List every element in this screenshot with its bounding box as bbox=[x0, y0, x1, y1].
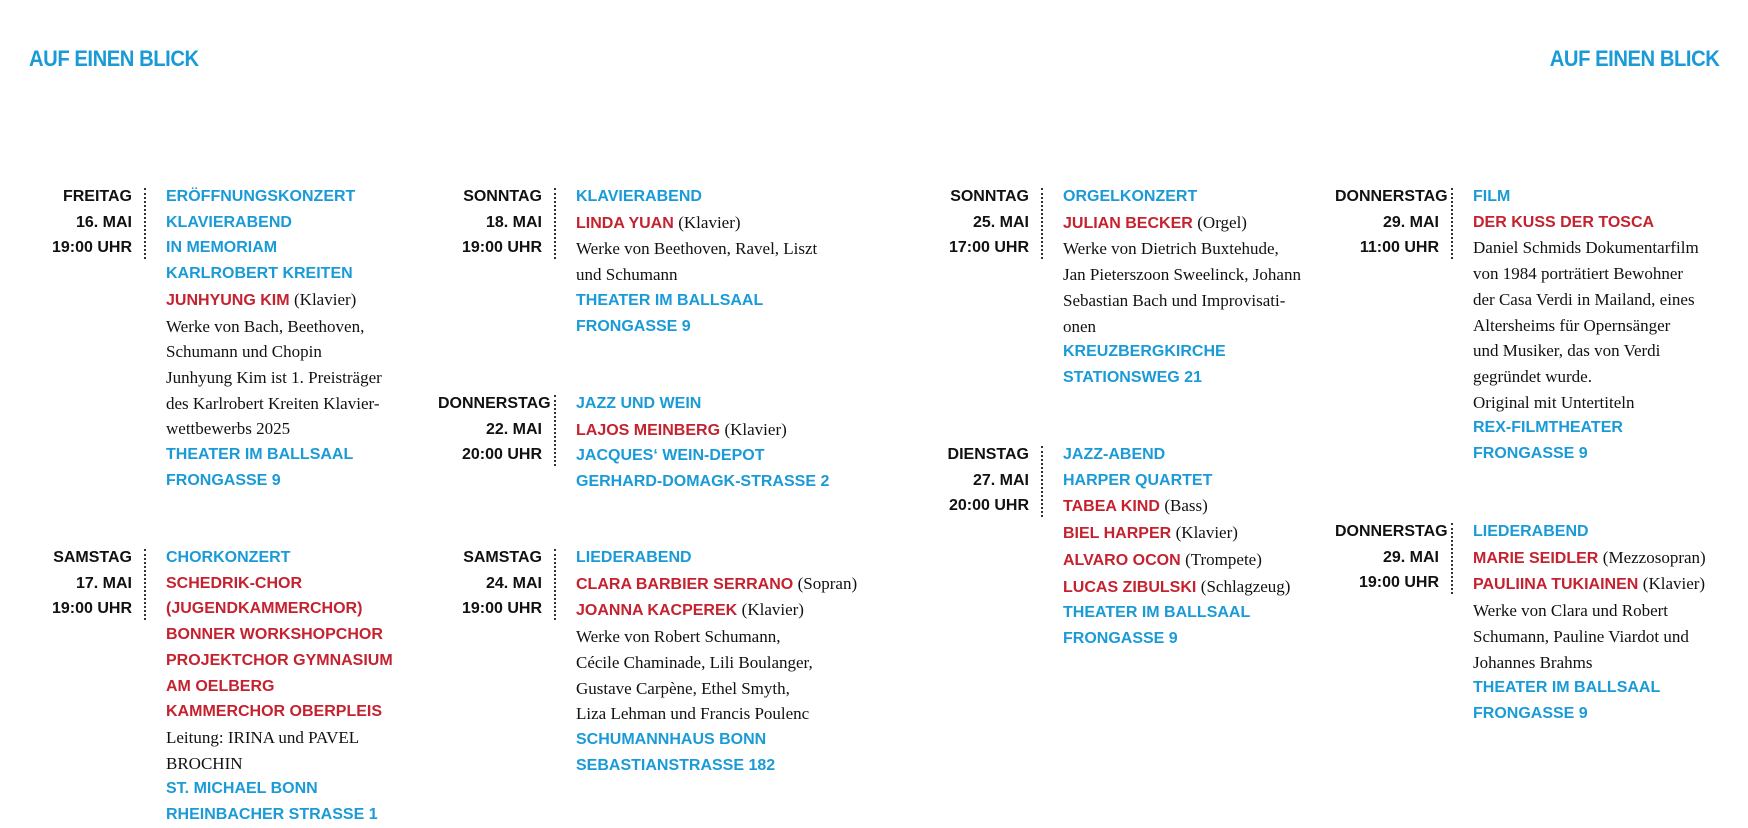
event-date: 24. MAI bbox=[485, 574, 542, 592]
description-line bbox=[576, 676, 838, 702]
event-heading-line bbox=[576, 391, 838, 417]
performer-role: (Schlagzeug) bbox=[1200, 576, 1291, 596]
line-text: Cécile Chaminade, Lili Boulanger, bbox=[576, 652, 813, 672]
line-text: DER KUSS DER TOSCA bbox=[1473, 213, 1655, 231]
dotted-divider bbox=[1451, 523, 1453, 594]
event-heading-line bbox=[576, 314, 838, 340]
event-date: 17. MAI bbox=[75, 574, 132, 592]
performer-line bbox=[576, 571, 858, 598]
line-text: FRONGASSE 9 bbox=[576, 317, 691, 335]
line-text: THEATER IM BALLSAAL bbox=[166, 446, 354, 464]
line-text: HARPER QUARTET bbox=[1063, 471, 1213, 489]
event-heading-line bbox=[576, 184, 838, 210]
event-details bbox=[1063, 184, 1325, 391]
line-text: und Musiker, das von Verdi bbox=[1473, 341, 1661, 361]
event-heading-line bbox=[166, 468, 428, 494]
event-date: 18. MAI bbox=[485, 213, 542, 231]
line-text: LIEDERABEND bbox=[1473, 523, 1589, 540]
performer-line bbox=[1063, 520, 1325, 547]
event-heading-line bbox=[576, 753, 838, 779]
event-heading-line bbox=[166, 235, 428, 261]
line-text: SCHEDRIK-CHOR bbox=[166, 574, 302, 592]
line-text: JAZZ UND WEIN bbox=[576, 395, 702, 412]
line-text: JUNHYUNG KIM bbox=[166, 291, 290, 309]
event-heading-line bbox=[1473, 415, 1735, 441]
performer-role: (Klavier) bbox=[724, 419, 787, 439]
event-details bbox=[1473, 184, 1735, 467]
line-text: Werke von Robert Schumann, bbox=[576, 627, 781, 647]
event-day: DONNERSTAG bbox=[438, 395, 551, 412]
performer-line bbox=[166, 648, 428, 674]
line-text: LIEDERABEND bbox=[576, 549, 692, 566]
line-text: KAMMERCHOR OBERPLEIS bbox=[166, 703, 383, 721]
description-line bbox=[576, 701, 838, 727]
description-line bbox=[166, 365, 428, 391]
line-text: ST. MICHAEL BONN bbox=[166, 780, 318, 798]
event-date: 29. MAI bbox=[1382, 548, 1439, 566]
line-text: BIEL HARPER bbox=[1063, 525, 1172, 543]
line-text: PAULIINA TUKIAINEN bbox=[1473, 576, 1639, 594]
line-text: JACQUES‘ WEIN-DEPOT bbox=[576, 447, 765, 465]
event-day: SAMSTAG bbox=[53, 549, 132, 566]
event-heading-line bbox=[1063, 626, 1325, 652]
event-date-block bbox=[28, 545, 132, 622]
performer-role: (Sopran) bbox=[797, 573, 858, 593]
event-day: FREITAG bbox=[62, 188, 132, 205]
line-text: BROCHIN bbox=[166, 753, 243, 773]
performer-line bbox=[166, 622, 428, 648]
description-line bbox=[576, 236, 838, 262]
event-date-block bbox=[1335, 519, 1448, 596]
dotted-divider bbox=[144, 188, 146, 259]
line-text: LUCAS ZIBULSKI bbox=[1063, 578, 1197, 596]
line-text: Werke von Clara und Robert bbox=[1473, 601, 1669, 621]
description-line bbox=[1473, 338, 1735, 364]
line-text: JULIAN BECKER bbox=[1063, 214, 1193, 232]
line-text: (JUGENDKAMMERCHOR) bbox=[166, 600, 363, 618]
performer-line bbox=[1063, 547, 1325, 574]
description-line bbox=[166, 314, 428, 340]
line-text: Werke von Dietrich Buxtehude, bbox=[1063, 239, 1279, 259]
line-text: SEBASTIANSTRASSE 182 bbox=[576, 756, 776, 774]
description-line bbox=[1473, 313, 1735, 339]
dotted-divider bbox=[554, 549, 556, 620]
line-text: IN MEMORIAM bbox=[166, 239, 278, 257]
performer-role: (Klavier) bbox=[1642, 574, 1706, 594]
line-text: des Karlrobert Kreiten Klavier- bbox=[166, 393, 380, 413]
line-text: CLARA BARBIER SERRANO bbox=[576, 575, 794, 593]
event-date-block bbox=[438, 545, 542, 622]
performer-line bbox=[1063, 493, 1325, 520]
event-heading-line bbox=[1063, 365, 1325, 391]
event-time: 19:00 UHR bbox=[51, 600, 132, 618]
event-heading-line bbox=[1063, 184, 1325, 210]
event-date-block bbox=[925, 442, 1029, 519]
description-line bbox=[1063, 314, 1325, 340]
line-text: RHEINBACHER STRASSE 1 bbox=[166, 806, 378, 824]
line-text: Schumann und Chopin bbox=[166, 342, 322, 362]
line-text: JOANNA KACPEREK bbox=[576, 602, 738, 620]
line-text: THEATER IM BALLSAAL bbox=[576, 291, 764, 309]
line-text: GERHARD-DOMAGK-STRASSE 2 bbox=[576, 473, 830, 491]
event-heading-line bbox=[166, 776, 428, 802]
line-text: Daniel Schmids Dokumentarfilm bbox=[1473, 238, 1699, 258]
event-details bbox=[1063, 442, 1325, 652]
line-text: TABEA KIND bbox=[1063, 498, 1160, 516]
performer-line bbox=[1473, 571, 1735, 598]
description-line bbox=[166, 725, 428, 751]
event-date: 27. MAI bbox=[972, 471, 1029, 489]
description-line bbox=[166, 339, 428, 365]
page-title-right: AUF EINEN BLICK bbox=[1549, 46, 1719, 71]
line-text: Werke von Bach, Beethoven, bbox=[166, 316, 365, 336]
line-text: FRONGASSE 9 bbox=[1473, 704, 1588, 722]
line-text: ORGELKONZERT bbox=[1063, 188, 1198, 205]
event-heading-line bbox=[1473, 519, 1735, 545]
description-line bbox=[1063, 288, 1325, 314]
event-date: 25. MAI bbox=[972, 213, 1029, 231]
event-day: SAMSTAG bbox=[463, 549, 542, 566]
line-text: und Schumann bbox=[576, 265, 678, 285]
line-text: JAZZ-ABEND bbox=[1063, 446, 1166, 463]
line-text: THEATER IM BALLSAAL bbox=[1473, 679, 1661, 697]
description-line bbox=[166, 391, 428, 417]
line-text: FRONGASSE 9 bbox=[1473, 445, 1588, 463]
line-text: ALVARO OCON bbox=[1063, 551, 1181, 569]
line-text: KARLROBERT KREITEN bbox=[166, 265, 353, 283]
event-heading-line bbox=[166, 545, 428, 571]
event-date-block bbox=[28, 184, 132, 261]
line-text: Liza Lehman und Francis Poulenc bbox=[576, 704, 810, 724]
line-text: Gustave Carpène, Ethel Smyth, bbox=[576, 678, 790, 698]
performer-role: (Mezzosopran) bbox=[1602, 547, 1706, 567]
event-time: 11:00 UHR bbox=[1359, 239, 1439, 257]
event-heading-line bbox=[576, 469, 838, 495]
line-text: KREUZBERGKIRCHE bbox=[1063, 343, 1226, 361]
event-day: SONNTAG bbox=[950, 188, 1029, 205]
description-line bbox=[1473, 261, 1735, 287]
description-line bbox=[1473, 390, 1735, 416]
line-text: Schumann, Pauline Viardot und bbox=[1473, 626, 1689, 646]
event-time: 20:00 UHR bbox=[461, 446, 542, 464]
event-heading-line bbox=[1473, 701, 1735, 727]
event-details bbox=[576, 545, 858, 778]
line-text: KLAVIERABEND bbox=[576, 188, 702, 205]
description-line bbox=[1473, 235, 1735, 261]
performer-role: (Klavier) bbox=[1175, 523, 1238, 543]
line-text: Jan Pieterszoon Sweelinck, Johann bbox=[1063, 265, 1301, 285]
line-text: STATIONSWEG 21 bbox=[1063, 368, 1202, 386]
event-details bbox=[166, 184, 428, 493]
description-line bbox=[1473, 650, 1735, 676]
line-text: onen bbox=[1063, 316, 1097, 336]
performer-line bbox=[1473, 545, 1735, 572]
description-line bbox=[576, 650, 838, 676]
performer-line bbox=[1063, 210, 1325, 237]
description-line bbox=[1473, 287, 1735, 313]
event-heading-line bbox=[166, 442, 428, 468]
performer-line bbox=[576, 597, 838, 624]
description-line bbox=[1473, 364, 1735, 390]
event-day: DONNERSTAG bbox=[1335, 523, 1448, 540]
performer-role: (Trompete) bbox=[1185, 549, 1262, 569]
dotted-divider bbox=[1041, 188, 1043, 259]
line-text: ERÖFFNUNGSKONZERT bbox=[166, 188, 356, 205]
performer-role: (Klavier) bbox=[741, 600, 804, 620]
event-time: 19:00 UHR bbox=[461, 239, 542, 257]
line-text: Original mit Untertiteln bbox=[1473, 392, 1635, 412]
line-text: Sebastian Bach und Improvisati- bbox=[1063, 290, 1286, 310]
line-text: LAJOS MEINBERG bbox=[576, 421, 721, 439]
description-line bbox=[1063, 236, 1325, 262]
event-date-block bbox=[1335, 184, 1448, 261]
event-date: 22. MAI bbox=[485, 420, 542, 438]
event-time: 19:00 UHR bbox=[51, 239, 132, 257]
event-details bbox=[1473, 519, 1735, 727]
line-text: gegründet wurde. bbox=[1473, 366, 1592, 386]
event-date: 29. MAI bbox=[1382, 213, 1439, 231]
performer-role: (Bass) bbox=[1164, 496, 1208, 516]
event-heading-line bbox=[1063, 442, 1325, 468]
event-heading-line bbox=[576, 443, 838, 469]
performer-line bbox=[1473, 210, 1735, 236]
event-time: 19:00 UHR bbox=[1358, 574, 1439, 592]
line-text: FRONGASSE 9 bbox=[166, 471, 281, 489]
line-text: KLAVIERABEND bbox=[166, 213, 292, 231]
event-time: 17:00 UHR bbox=[948, 239, 1029, 257]
line-text: Altersheims für Opernsänger bbox=[1473, 315, 1671, 335]
description-line bbox=[576, 624, 838, 650]
performer-line bbox=[166, 674, 428, 700]
dotted-divider bbox=[554, 188, 556, 259]
performer-line bbox=[166, 571, 428, 597]
line-text: der Casa Verdi in Mailand, eines bbox=[1473, 289, 1695, 309]
description-line bbox=[166, 751, 428, 777]
event-time: 19:00 UHR bbox=[461, 600, 542, 618]
line-text: Junhyung Kim ist 1. Preisträger bbox=[166, 367, 382, 387]
line-text: CHORKONZERT bbox=[166, 549, 291, 566]
dotted-divider bbox=[1451, 188, 1453, 259]
event-date-block bbox=[438, 184, 542, 261]
line-text: FILM bbox=[1473, 188, 1511, 205]
line-text: AM OELBERG bbox=[166, 677, 275, 695]
event-heading-line bbox=[1473, 441, 1735, 467]
performer-role: (Klavier) bbox=[678, 212, 741, 232]
event-heading-line bbox=[1473, 184, 1735, 210]
line-text: THEATER IM BALLSAAL bbox=[1063, 604, 1251, 622]
event-heading-line bbox=[166, 210, 428, 236]
dotted-divider bbox=[554, 395, 556, 466]
event-heading-line bbox=[1063, 468, 1325, 494]
event-details bbox=[576, 391, 838, 495]
performer-line bbox=[166, 699, 428, 725]
performer-role: (Orgel) bbox=[1197, 212, 1247, 232]
event-heading-line bbox=[1473, 675, 1735, 701]
description-line bbox=[1063, 262, 1325, 288]
page-title-left: AUF EINEN BLICK bbox=[29, 46, 199, 71]
event-details bbox=[166, 545, 428, 828]
line-text: FRONGASSE 9 bbox=[1063, 629, 1178, 647]
line-text: von 1984 porträtiert Bewohner bbox=[1473, 264, 1684, 284]
line-text: LINDA YUAN bbox=[576, 214, 674, 232]
event-heading-line bbox=[1063, 600, 1325, 626]
line-text: Leitung: IRINA und PAVEL bbox=[166, 727, 360, 747]
event-time: 20:00 UHR bbox=[948, 497, 1029, 515]
performer-line bbox=[166, 287, 428, 314]
line-text: Johannes Brahms bbox=[1473, 652, 1593, 672]
line-text: SCHUMANNHAUS BONN bbox=[576, 730, 767, 748]
event-heading-line bbox=[166, 802, 428, 828]
description-line bbox=[166, 416, 428, 442]
description-line bbox=[1473, 624, 1735, 650]
event-details bbox=[576, 184, 838, 339]
line-text: wettbewerbs 2025 bbox=[166, 419, 291, 439]
line-text: REX-FILMTHEATER bbox=[1473, 419, 1623, 437]
description-line bbox=[1473, 598, 1735, 624]
line-text: Werke von Beethoven, Ravel, Liszt bbox=[576, 239, 818, 259]
event-heading-line bbox=[576, 288, 838, 314]
performer-line bbox=[1063, 574, 1325, 601]
event-date-block bbox=[438, 391, 551, 468]
event-day: SONNTAG bbox=[463, 188, 542, 205]
event-date-block bbox=[925, 184, 1029, 261]
dotted-divider bbox=[1041, 446, 1043, 517]
event-heading-line bbox=[1063, 339, 1325, 365]
event-heading-line bbox=[166, 261, 428, 287]
event-date: 16. MAI bbox=[75, 213, 132, 231]
event-heading-line bbox=[576, 545, 838, 571]
line-text: BONNER WORKSHOPCHOR bbox=[166, 626, 383, 644]
dotted-divider bbox=[144, 549, 146, 620]
event-heading-line bbox=[166, 184, 428, 210]
event-day: DONNERSTAG bbox=[1335, 188, 1448, 205]
event-heading-line bbox=[576, 727, 838, 753]
performer-line bbox=[576, 210, 838, 237]
performer-line bbox=[166, 596, 428, 622]
line-text: MARIE SEIDLER bbox=[1473, 549, 1599, 567]
description-line bbox=[576, 262, 838, 288]
performer-role: (Klavier) bbox=[294, 289, 357, 309]
performer-line bbox=[576, 417, 838, 444]
event-day: DIENSTAG bbox=[947, 446, 1029, 463]
line-text: PROJEKTCHOR GYMNASIUM bbox=[166, 651, 393, 669]
